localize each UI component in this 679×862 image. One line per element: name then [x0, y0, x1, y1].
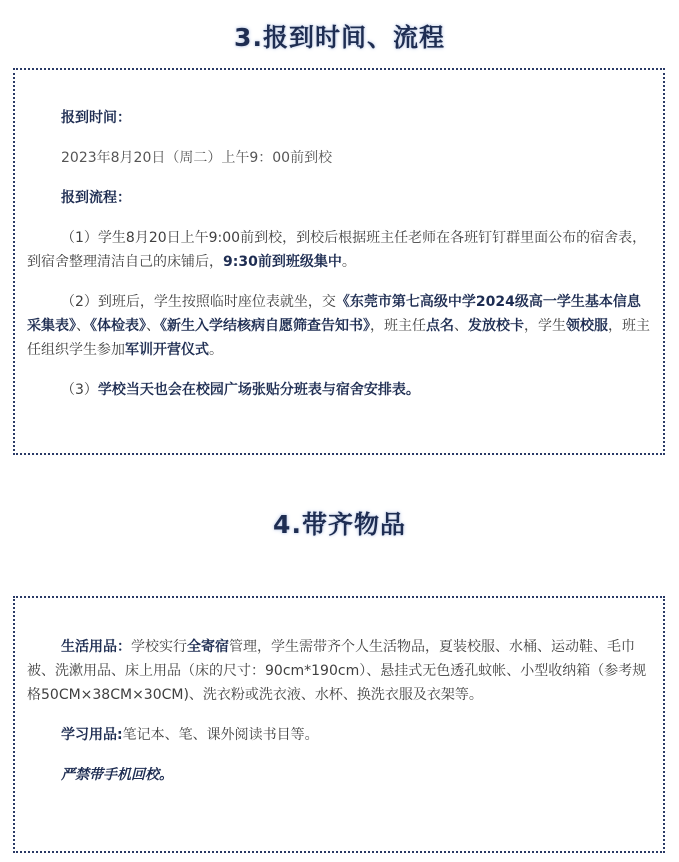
registration-time-label: 报到时间：: [61, 110, 131, 126]
flow-step-3: [27, 378, 651, 402]
step1-end: 。: [341, 254, 356, 270]
daily-text-1: 学校实行: [131, 639, 187, 655]
step2-text-1: （2）到班后，学生按照临时座位表就坐，交: [61, 294, 336, 310]
step3-bold: 学校当天也会在校园广场张贴分班表与宿舍安排表。: [97, 382, 420, 398]
daily-items: [27, 635, 651, 707]
boarding-bold: 全寄宿: [187, 639, 229, 655]
step2-text-4: ，班主任: [370, 318, 426, 334]
phone-notice-text: 严禁带手机回校。: [61, 767, 173, 783]
step3-number: （3）: [61, 382, 98, 398]
registration-time-value: 2023年8月20日（周二）上午9：00前到校: [61, 150, 333, 166]
flow-step-2: [27, 290, 651, 362]
items-box: [13, 596, 665, 853]
study-items-text: 笔记本、笔、课外阅读书目等。: [122, 727, 319, 743]
section-title-registration: 3.报到时间、流程: [234, 23, 445, 52]
step2-uniform: 领校服: [566, 318, 608, 334]
step2-ceremony: 军训开营仪式: [125, 342, 209, 358]
step2-roll-call: 点名: [426, 318, 454, 334]
step1-text: （1）学生8月20日上午9:00前到校，到校后根据班主任老师在各班钉钉群里面公布的宿舍表，到宿舍整理清洁自己的床铺后，: [27, 230, 647, 270]
study-items: [27, 723, 651, 747]
step2-form-health: 《体检表》: [90, 318, 146, 334]
step1-bold: 9:30前到班级集中: [223, 254, 342, 270]
step2-form-info: 《东莞市第七高级中学2024级高一学生基本信息采集表》: [27, 294, 641, 334]
step2-text-2: 、: [76, 318, 90, 334]
registration-flow-label: 报到流程：: [61, 190, 131, 206]
registration-box: [13, 68, 665, 455]
step2-text-3: 、: [146, 318, 160, 334]
daily-text-2: 管理，学生需带齐个人生活物品，夏装校服、水桶、运动鞋、毛巾被、洗漱用品、床上用品（床的尺寸：90cm*190cm）、悬挂式无色透孔蚊帐、小型收纳箱（参考规格50CM×38CM×30CM)、洗衣粉或洗衣液、水杯、换洗衣服及衣架等。: [27, 639, 647, 703]
step2-text-5: 、: [454, 318, 468, 334]
step2-form-tb: 《新生入学结核病自愿筛查告知书》: [160, 318, 370, 334]
phone-notice: [27, 763, 651, 787]
step2-text-6: ，学生: [524, 318, 566, 334]
step2-text-8: 。: [209, 342, 223, 358]
daily-items-label: 生活用品：: [61, 639, 131, 655]
step2-school-card: 发放校卡: [468, 318, 524, 334]
step2-text-7: ，班主任组织学生参加: [27, 318, 650, 358]
flow-step-1: [27, 226, 651, 274]
section-title-items: 4.带齐物品: [273, 510, 406, 539]
study-items-label: 学习用品:: [61, 727, 123, 743]
